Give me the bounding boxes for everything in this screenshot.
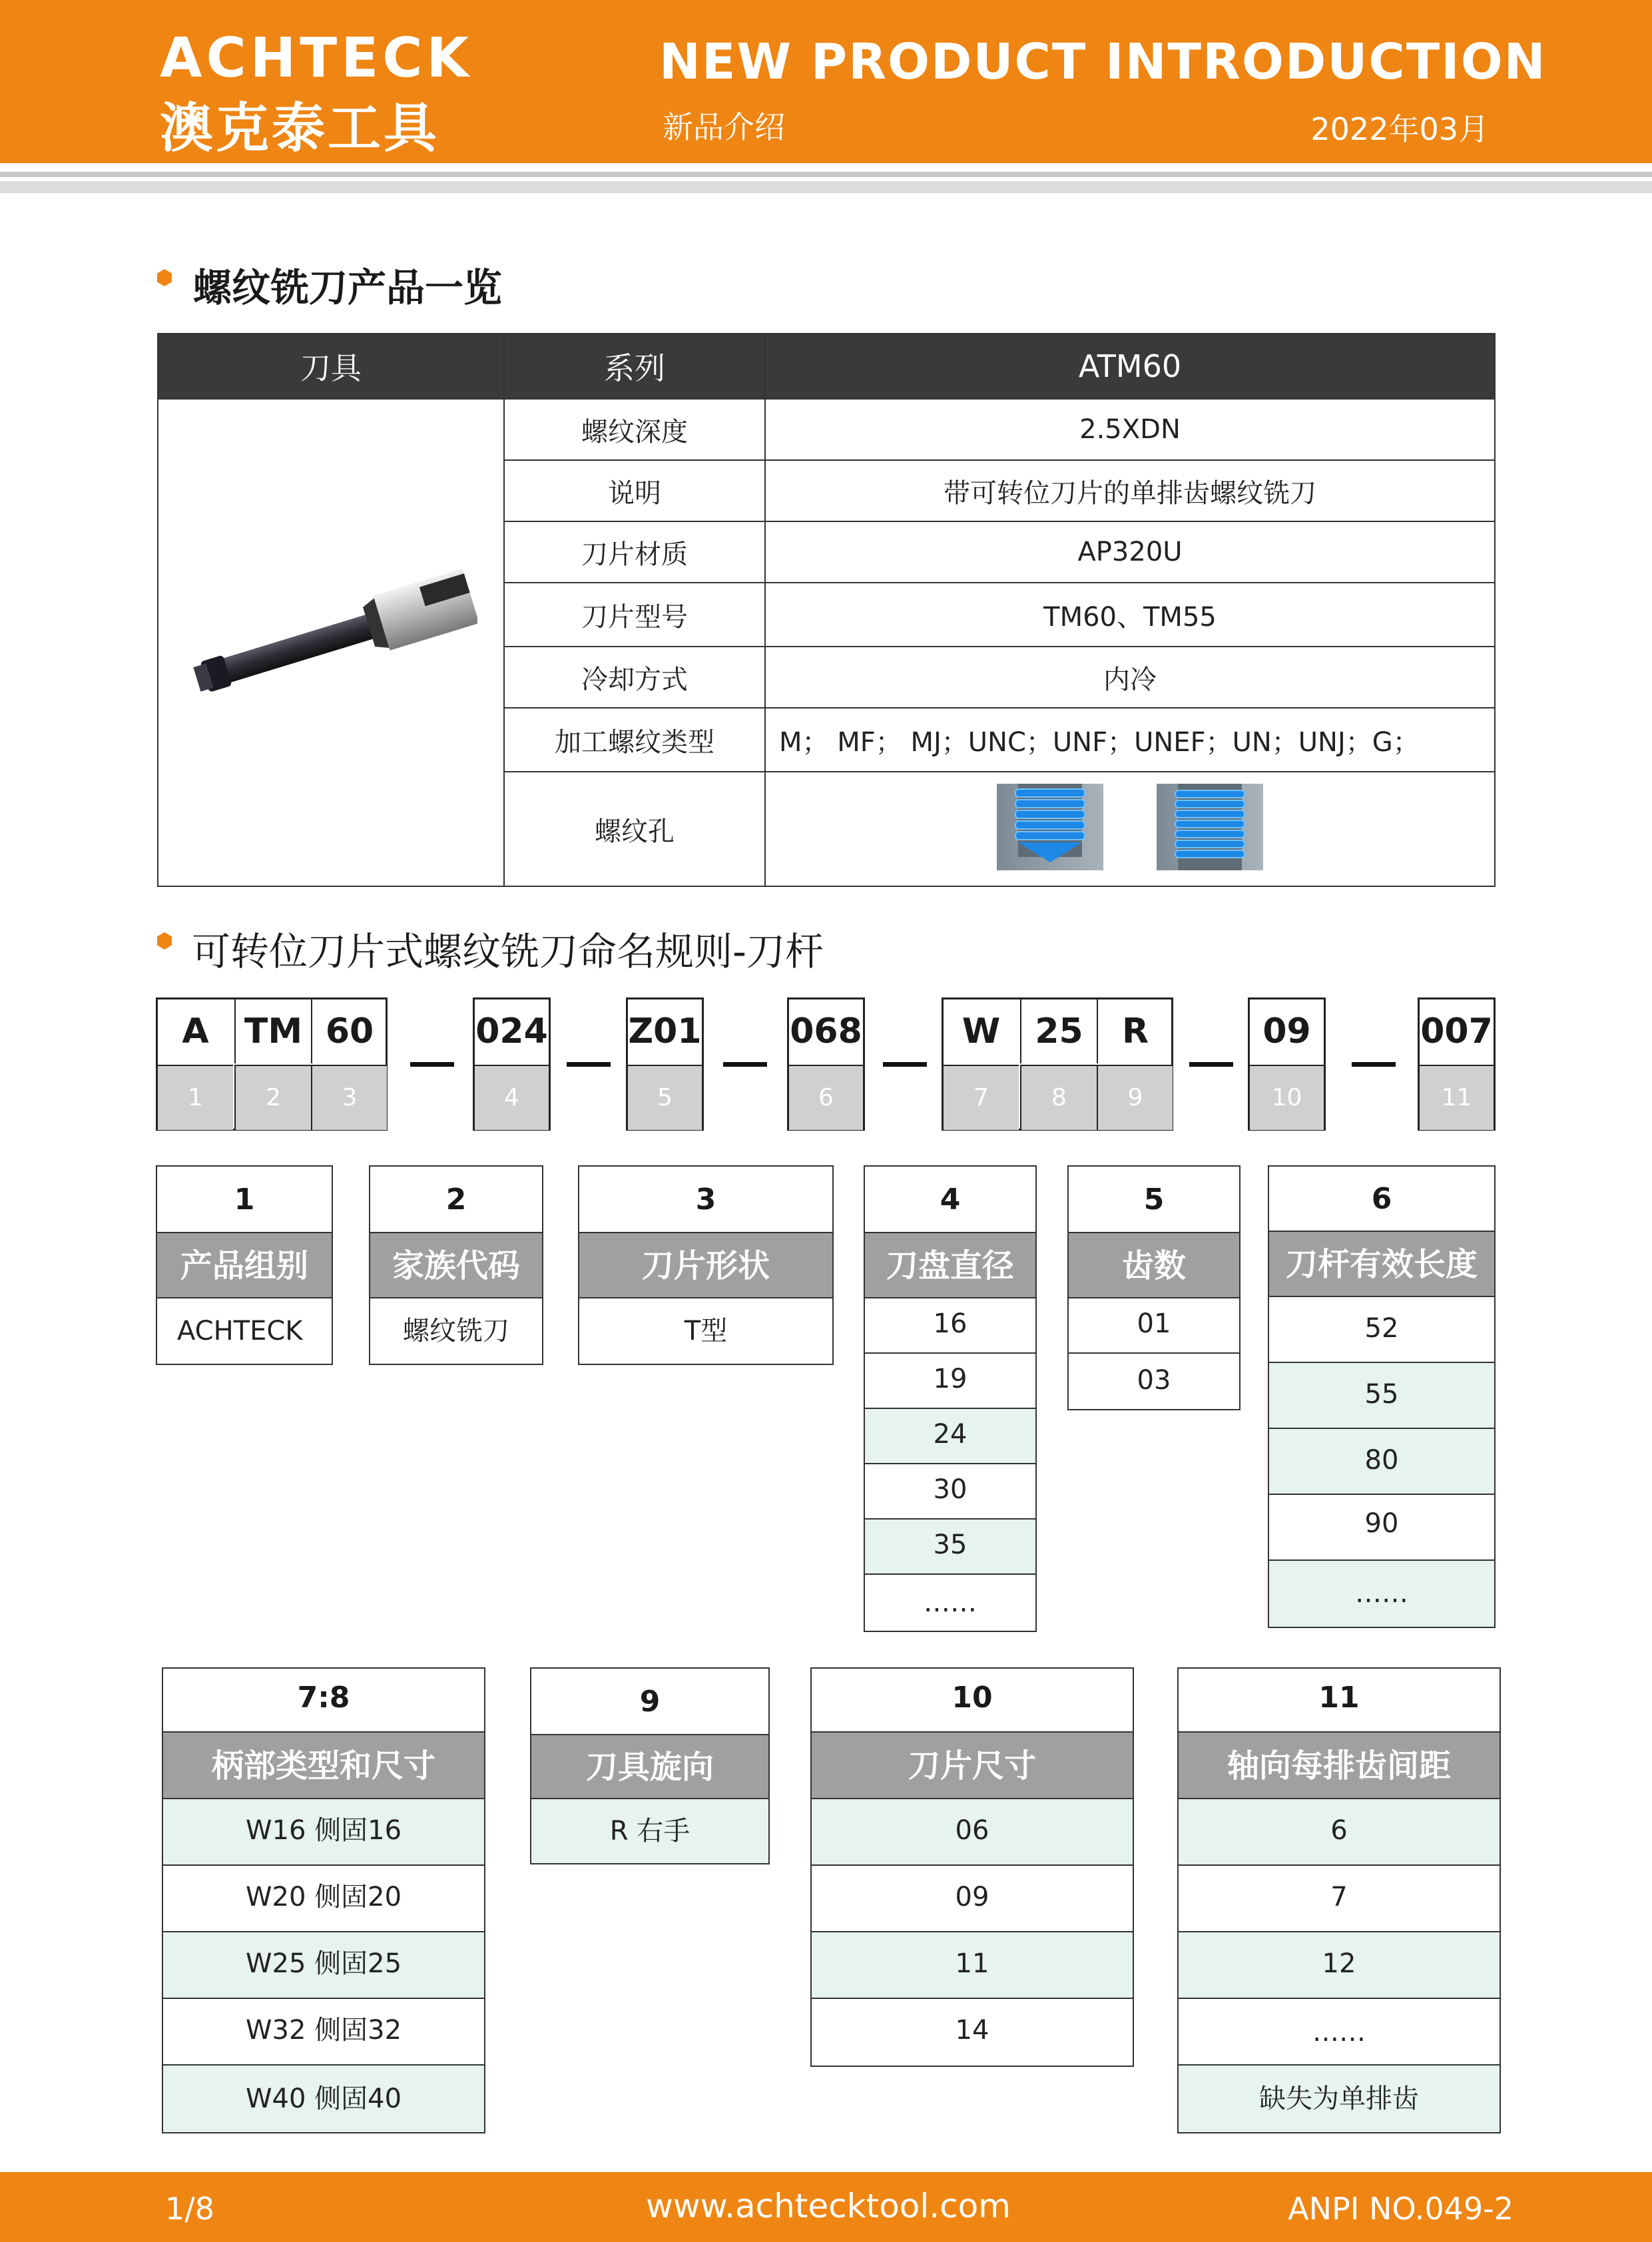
page-number: 1/8 [165,2191,215,2227]
code-number-4: 4 [475,1065,549,1130]
spec-value: 2.5XDN [765,399,1495,460]
logo-text-en: ACHTECK [160,27,473,90]
issue-date: 2022年03月 [1310,111,1489,147]
spec-label: 说明 [504,460,765,521]
field-row: 80 [1269,1429,1494,1495]
field-row: 35 [865,1520,1035,1575]
spec-value: M； MF； MJ；UNC；UNF；UNEF；UN；UNJ；G； [765,708,1495,772]
field-table-4 [864,1165,1037,1632]
field-row: …… [1269,1561,1494,1627]
page-title: NEW PRODUCT INTRODUCTION [659,33,1547,91]
code-part-9: R [1097,999,1173,1063]
code-separator [1352,1062,1396,1067]
spec-label: 螺纹孔 [504,772,765,886]
code-number-2: 2 [234,1065,311,1130]
section-title-naming: 可转位刀片式螺纹铣刀命名规则-刀杆 [192,929,824,974]
field-row: 90 [1269,1495,1494,1561]
field-row: R 右手 [531,1799,768,1863]
field-heading: 轴向每排齿间距 [1179,1733,1500,1799]
field-table-3 [578,1165,834,1365]
field-row: …… [924,1587,977,1618]
field-table-6 [1268,1165,1496,1628]
thread-hole-diagram [983,776,1276,876]
code-number-10: 10 [1250,1065,1324,1130]
field-number: 1 [157,1167,332,1233]
field-table-7-8 [162,1667,485,2133]
field-row: ACHTECK [177,1316,303,1346]
code-separator [883,1062,927,1067]
tool-image-cell [158,399,504,886]
code-part-7: W [962,1011,1001,1051]
field-row: 19 [865,1354,1035,1409]
spec-value: TM60、TM55 [765,583,1495,647]
field-number: 5 [1069,1167,1239,1233]
field-row: 14 [955,2015,989,2046]
field-table-11 [1177,1667,1501,2133]
field-row: 7 [1179,1866,1500,1932]
document-number: ANPI NO.049-2 [1288,2191,1514,2227]
field-row: 缺失为单排齿 [1179,2066,1500,2132]
spec-value: 内冷 [765,647,1495,708]
field-heading: 柄部类型和尺寸 [163,1733,484,1799]
field-table-5 [1067,1165,1240,1410]
field-table-2 [369,1165,543,1365]
thread-mill-image [184,559,477,719]
field-heading: 刀盘直径 [865,1233,1035,1298]
spec-label: 加工螺纹类型 [504,708,765,772]
field-heading: 齿数 [1069,1233,1239,1298]
code-number-9: 9 [1097,1065,1173,1130]
spec-value: AP320U [765,521,1495,583]
spec-label: 螺纹深度 [504,399,765,460]
field-heading: 刀具旋向 [531,1735,768,1799]
field-row: …… [1179,1999,1500,2066]
code-number-1: 1 [158,1065,233,1130]
field-number: 10 [812,1669,1133,1733]
field-row: 01 [1069,1298,1239,1354]
spec-value: 带可转位刀片的单排齿螺纹铣刀 [765,460,1495,521]
page-subtitle: 新品介绍 [663,109,785,145]
code-separator [567,1062,611,1067]
product-overview-table [157,333,1496,887]
section-title-overview: 螺纹铣刀产品一览 [193,265,503,310]
field-number: 9 [531,1669,768,1735]
code-part-2: TM [234,999,311,1063]
field-row: 03 [1137,1365,1171,1396]
field-heading: 家族代码 [370,1233,542,1298]
field-table-10 [810,1667,1134,2067]
field-row: 12 [1179,1932,1500,1999]
field-row: 11 [812,1932,1133,1999]
logo-text-cn: 澳克泰工具 [160,97,439,159]
field-table-9 [530,1667,770,1864]
spec-label: 刀片型号 [504,583,765,647]
website-link[interactable]: www.achtecktool.com [646,2187,1011,2225]
field-row: 55 [1269,1363,1494,1429]
divider [0,172,1652,177]
code-part-8: 25 [1020,999,1097,1063]
field-heading: 刀片尺寸 [812,1733,1133,1799]
bullet-icon [157,932,172,950]
field-heading: 产品组别 [157,1233,332,1298]
field-number: 2 [370,1167,542,1233]
bullet-icon [157,269,172,286]
divider [0,181,1652,193]
field-row: W32 侧固32 [163,1999,484,2066]
field-row: 螺纹铣刀 [403,1316,509,1346]
field-number: 6 [1269,1167,1494,1232]
code-part-10: 09 [1262,1011,1311,1051]
table-header: ATM60 [765,334,1495,399]
field-table-1 [156,1165,333,1365]
field-row: 6 [1179,1799,1500,1866]
code-number-11: 11 [1420,1065,1494,1130]
code-number-8: 8 [1020,1065,1097,1130]
spec-label: 冷却方式 [504,647,765,708]
field-row: W16 侧固16 [163,1799,484,1866]
code-separator [410,1062,454,1067]
field-row: W20 侧固20 [163,1866,484,1932]
field-row: T型 [684,1316,728,1346]
field-row: 52 [1269,1297,1494,1363]
code-number-3: 3 [311,1065,387,1130]
code-part-11: 007 [1420,1011,1493,1051]
code-part-6: 068 [790,1011,862,1051]
thread-hole-images [765,772,1495,886]
code-part-1: A [182,1011,209,1051]
field-heading: 刀杆有效长度 [1269,1232,1494,1297]
code-number-6: 6 [789,1065,863,1130]
field-number: 4 [865,1167,1035,1233]
code-separator [723,1062,767,1067]
field-row: 09 [812,1866,1133,1932]
field-row: 30 [865,1464,1035,1520]
table-header: 系列 [504,334,765,399]
field-row: 06 [812,1799,1133,1866]
field-row: W25 侧固25 [163,1932,484,1999]
code-part-4: 024 [475,1011,548,1051]
field-row: 16 [865,1298,1035,1354]
table-header: 刀具 [158,334,504,399]
spec-label: 刀片材质 [504,521,765,583]
field-number: 11 [1179,1669,1500,1733]
field-number: 3 [579,1167,832,1233]
field-number: 7:8 [163,1669,484,1733]
code-part-5: Z01 [628,1011,702,1051]
code-number-7: 7 [944,1065,1019,1130]
field-row: 24 [865,1409,1035,1464]
code-part-3: 60 [311,999,387,1063]
field-heading: 刀片形状 [579,1233,832,1298]
code-separator [1189,1062,1233,1067]
field-row: W40 侧固40 [163,2066,484,2132]
code-number-5: 5 [628,1065,702,1130]
